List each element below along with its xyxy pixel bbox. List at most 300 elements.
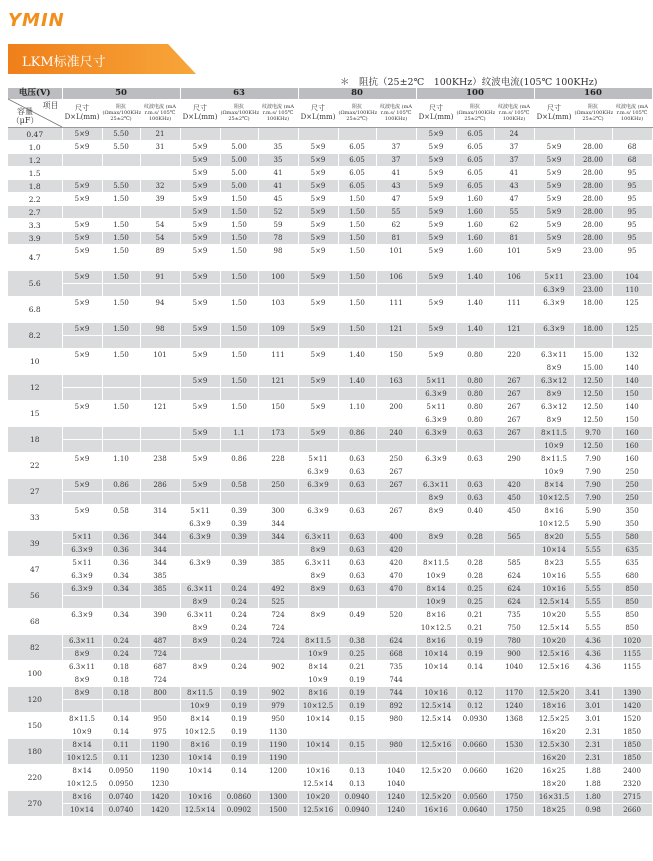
table-cell: 250 [612, 492, 652, 505]
table-cell: 10×9 [62, 726, 102, 739]
table-cell [534, 128, 574, 141]
table-cell: 5×9 [534, 154, 574, 167]
table-cell [62, 375, 102, 388]
table-cell: 5×9 [416, 193, 456, 206]
table-cell: 28.00 [574, 154, 612, 167]
table-cell [102, 284, 140, 297]
capacity-cell: 27 [8, 479, 62, 505]
table-cell: 5.50 [102, 128, 140, 141]
table-cell: 6.3×11 [298, 557, 338, 570]
table-cell: 0.24 [220, 622, 258, 635]
table-cell: 0.14 [456, 661, 494, 674]
table-cell: 6.05 [456, 154, 494, 167]
table-cell: 62 [494, 219, 534, 232]
table-cell: 95 [612, 219, 652, 232]
table-cell: 1020 [612, 635, 652, 648]
table-cell: 0.24 [220, 609, 258, 622]
table-cell [140, 427, 180, 440]
table-cell: 121 [494, 323, 534, 336]
table-cell: 12.5×16 [534, 648, 574, 661]
capacity-cell: 39 [8, 531, 62, 557]
table-cell: 350 [612, 518, 652, 531]
table-cell: 0.12 [456, 687, 494, 700]
table-cell: 8×11.5 [416, 557, 456, 570]
table-cell: 121 [140, 401, 180, 414]
table-cell: 18×16 [534, 700, 574, 713]
table-cell: 0.24 [220, 635, 258, 648]
capacity-cell: 2.7 [8, 206, 62, 219]
table-cell: 0.25 [338, 648, 376, 661]
table-cell: 0.19 [338, 674, 376, 687]
table-cell: 8×14 [62, 765, 102, 778]
table-row [8, 570, 652, 583]
table-row [8, 596, 652, 609]
table-row [8, 349, 652, 362]
table-cell [180, 674, 220, 687]
table-cell: 1040 [494, 661, 534, 674]
table-cell: 6.3×11 [534, 349, 574, 362]
table-cell: 0.19 [220, 713, 258, 726]
table-cell: 28.00 [574, 219, 612, 232]
table-cell: 12.5×14 [534, 622, 574, 635]
table-cell: 8×9 [298, 609, 338, 622]
table-cell [494, 362, 534, 375]
table-cell: 5×9 [62, 271, 102, 284]
table-row [8, 635, 652, 648]
table-cell: 492 [258, 583, 298, 596]
table-cell: 5×9 [298, 401, 338, 414]
table-cell: 8×9 [534, 362, 574, 375]
table-cell [140, 206, 180, 219]
table-cell: 2.31 [574, 752, 612, 765]
table-cell: 150 [612, 388, 652, 401]
table-cell [416, 466, 456, 479]
table-cell: 101 [140, 349, 180, 362]
table-cell: 8×11.5 [298, 635, 338, 648]
table-cell: 1190 [140, 765, 180, 778]
table-cell [102, 362, 140, 375]
table-cell: 1.50 [338, 206, 376, 219]
table-row [8, 609, 652, 622]
table-cell: 1190 [140, 739, 180, 752]
table-cell: 5×9 [180, 349, 220, 362]
table-cell: 0.40 [456, 505, 494, 518]
table-cell: 850 [612, 583, 652, 596]
table-row [8, 765, 652, 778]
table-cell [338, 622, 376, 635]
table-cell: 724 [140, 648, 180, 661]
table-cell: 0.12 [456, 700, 494, 713]
table-cell: 1.40 [338, 375, 376, 388]
table-cell: 55 [376, 206, 416, 219]
table-cell: 0.14 [102, 713, 140, 726]
table-cell: 28.00 [574, 180, 612, 193]
table-cell: 228 [258, 453, 298, 466]
table-cell: 0.63 [338, 479, 376, 492]
table-cell: 23.00 [574, 271, 612, 284]
table-cell [456, 518, 494, 531]
title-banner [8, 44, 196, 74]
table-cell [258, 128, 298, 141]
table-row [8, 583, 652, 596]
table-cell: 5×9 [534, 219, 574, 232]
table-cell: 10×14 [180, 752, 220, 765]
table-cell: 110 [612, 284, 652, 297]
table-cell [494, 466, 534, 479]
table-cell [612, 258, 652, 271]
table-cell: 1.50 [102, 271, 140, 284]
table-cell [102, 167, 140, 180]
table-cell: 975 [140, 726, 180, 739]
table-cell: 0.80 [456, 375, 494, 388]
table-cell [298, 622, 338, 635]
table-cell: 450 [494, 492, 534, 505]
table-cell: 1420 [140, 804, 180, 817]
table-cell: 8×9 [298, 583, 338, 596]
table-cell [456, 362, 494, 375]
table-cell [140, 362, 180, 375]
table-cell: 5×9 [62, 349, 102, 362]
table-cell: 0.0930 [456, 713, 494, 726]
table-cell: 5×9 [416, 297, 456, 310]
table-cell [456, 440, 494, 453]
table-cell: 12.5×14 [416, 700, 456, 713]
table-cell: 0.34 [102, 583, 140, 596]
table-cell: 5.55 [574, 544, 612, 557]
table-cell: 6.3×9 [534, 297, 574, 310]
table-cell [258, 440, 298, 453]
table-cell: 5×9 [180, 323, 220, 336]
table-cell: 111 [258, 349, 298, 362]
table-cell: 6.3×11 [416, 479, 456, 492]
capacity-label: 容量（μF） [11, 107, 39, 125]
table-cell [338, 258, 376, 271]
table-cell: 0.86 [102, 479, 140, 492]
table-cell [102, 258, 140, 271]
table-row [8, 180, 652, 193]
table-cell [220, 336, 258, 349]
table-cell: 5.90 [574, 505, 612, 518]
table-cell: 1040 [376, 778, 416, 791]
table-cell [298, 388, 338, 401]
sub-header-size: 尺寸 D×L(mm) [298, 99, 338, 128]
table-cell [612, 674, 652, 687]
table-cell [612, 310, 652, 323]
table-row [8, 505, 652, 518]
table-cell: 5×9 [62, 128, 102, 141]
table-cell: 1.50 [102, 232, 140, 245]
table-cell: 344 [140, 557, 180, 570]
table-cell: 24 [494, 128, 534, 141]
table-cell: 1130 [258, 726, 298, 739]
table-cell: 5.00 [220, 141, 258, 154]
table-cell: 0.63 [338, 570, 376, 583]
table-cell: 31 [140, 141, 180, 154]
table-cell: 5×9 [298, 271, 338, 284]
table-cell: 10×14 [62, 804, 102, 817]
table-cell [102, 310, 140, 323]
table-cell: 850 [612, 609, 652, 622]
table-cell: 5×9 [298, 427, 338, 440]
table-row [8, 375, 652, 388]
table-row [8, 141, 652, 154]
table-cell [494, 726, 534, 739]
table-cell: 47 [494, 193, 534, 206]
table-cell: 41 [376, 167, 416, 180]
table-cell: 45 [258, 193, 298, 206]
table-cell: 5×9 [298, 349, 338, 362]
table-cell: 10×9 [534, 466, 574, 479]
table-cell: 12.5×14 [298, 778, 338, 791]
table-cell: 160 [612, 427, 652, 440]
table-cell [180, 414, 220, 427]
table-cell: 735 [494, 609, 534, 622]
sub-header-size: 尺寸 D×L(mm) [416, 99, 456, 128]
table-cell: 1.50 [338, 193, 376, 206]
table-cell: 103 [258, 297, 298, 310]
table-cell: 8×16 [62, 791, 102, 804]
table-cell: 98 [258, 245, 298, 258]
table-cell [534, 674, 574, 687]
brand-logo: YMIN [8, 10, 65, 31]
table-cell: 0.0560 [456, 791, 494, 804]
table-cell: 5×11 [62, 557, 102, 570]
table-cell: 0.98 [574, 804, 612, 817]
table-cell: 5×9 [62, 141, 102, 154]
table-cell: 624 [494, 570, 534, 583]
table-cell: 8×11.5 [180, 687, 220, 700]
sub-header-ripple: 纹波电流 (mA r.m.s/ 105℃ 100KHz) [494, 99, 534, 128]
table-cell [102, 206, 140, 219]
table-cell [102, 596, 140, 609]
table-cell: 111 [376, 297, 416, 310]
table-row [8, 336, 652, 349]
table-cell: 0.19 [220, 752, 258, 765]
table-cell [102, 466, 140, 479]
table-cell: 1.40 [456, 271, 494, 284]
table-cell: 735 [376, 661, 416, 674]
capacity-cell: 56 [8, 583, 62, 609]
table-cell: 0.80 [456, 401, 494, 414]
table-cell [298, 596, 338, 609]
table-row [8, 284, 652, 297]
table-cell: 1530 [494, 739, 534, 752]
table-cell: 10×14 [416, 661, 456, 674]
table-cell: 5×9 [180, 154, 220, 167]
table-cell: 0.0950 [102, 778, 140, 791]
table-cell: 12.5×20 [416, 765, 456, 778]
table-cell: 5.55 [574, 622, 612, 635]
table-cell [140, 375, 180, 388]
table-row [8, 700, 652, 713]
table-cell: 5×9 [62, 505, 102, 518]
table-cell: 5×9 [416, 128, 456, 141]
table-cell: 0.63 [338, 583, 376, 596]
table-cell: 0.0940 [338, 791, 376, 804]
table-row [8, 297, 652, 310]
table-cell [220, 284, 258, 297]
table-cell: 0.0740 [102, 791, 140, 804]
table-cell [494, 752, 534, 765]
table-cell: 0.36 [102, 557, 140, 570]
table-cell: 5×9 [298, 180, 338, 193]
table-cell [140, 310, 180, 323]
table-cell [180, 648, 220, 661]
table-row [8, 739, 652, 752]
table-cell: 8×14 [180, 713, 220, 726]
table-cell: 18.00 [574, 297, 612, 310]
table-cell: 1.10 [102, 453, 140, 466]
table-cell: 0.21 [456, 622, 494, 635]
table-cell: 470 [376, 570, 416, 583]
table-cell [298, 336, 338, 349]
table-row [8, 323, 652, 336]
capacity-cell: 3.3 [8, 219, 62, 232]
table-cell [140, 700, 180, 713]
table-cell [376, 388, 416, 401]
table-cell [62, 700, 102, 713]
table-cell: 8×20 [534, 531, 574, 544]
table-cell: 35 [258, 141, 298, 154]
table-cell: 0.19 [456, 648, 494, 661]
measurement-note: ＊ 阻抗（25±2℃ 100KHz）纹波电流(105℃ 100KHz) [340, 77, 598, 88]
table-cell: 6.3×9 [416, 388, 456, 401]
capacity-cell: 120 [8, 687, 62, 713]
table-cell: 8×9 [62, 674, 102, 687]
table-cell: 5×11 [180, 505, 220, 518]
table-cell: 1850 [612, 726, 652, 739]
table-cell: 4.36 [574, 661, 612, 674]
table-cell: 5.55 [574, 557, 612, 570]
table-cell: 5×9 [62, 323, 102, 336]
table-cell: 5×9 [180, 401, 220, 414]
table-cell [140, 596, 180, 609]
table-cell: 5×9 [298, 245, 338, 258]
table-cell: 635 [612, 557, 652, 570]
table-cell: 1.50 [220, 245, 258, 258]
table-cell: 5×9 [180, 167, 220, 180]
table-cell: 91 [140, 271, 180, 284]
table-cell: 0.19 [338, 700, 376, 713]
table-cell: 12.5×14 [180, 804, 220, 817]
table-cell: 5×9 [180, 141, 220, 154]
table-cell: 1.50 [338, 219, 376, 232]
table-row [8, 401, 652, 414]
table-cell [494, 258, 534, 271]
table-cell: 104 [612, 271, 652, 284]
table-cell: 6.05 [456, 167, 494, 180]
table-cell: 1.50 [220, 193, 258, 206]
table-cell [456, 544, 494, 557]
table-cell: 5.55 [574, 531, 612, 544]
page-title: LKM标准尺寸 [22, 55, 106, 70]
table-cell: 4.36 [574, 635, 612, 648]
table-cell: 1.50 [220, 297, 258, 310]
table-cell: 687 [140, 661, 180, 674]
table-cell: 250 [612, 479, 652, 492]
table-cell [62, 596, 102, 609]
table-cell: 121 [376, 323, 416, 336]
table-cell [62, 206, 102, 219]
table-cell [62, 388, 102, 401]
table-cell: 1.50 [102, 297, 140, 310]
table-cell: 0.24 [220, 661, 258, 674]
table-cell: 5×9 [534, 141, 574, 154]
table-cell: 1.50 [220, 271, 258, 284]
table-cell: 6.05 [338, 180, 376, 193]
table-cell: 344 [258, 531, 298, 544]
table-cell: 0.0740 [102, 804, 140, 817]
table-cell [416, 258, 456, 271]
table-cell: 2320 [612, 778, 652, 791]
table-cell: 23.00 [574, 284, 612, 297]
table-cell [258, 362, 298, 375]
table-cell: 2660 [612, 804, 652, 817]
table-row [8, 713, 652, 726]
table-cell: 1.50 [220, 323, 258, 336]
voltage-header: 80 [298, 88, 416, 99]
table-cell: 81 [376, 232, 416, 245]
table-cell: 6.3×11 [180, 583, 220, 596]
table-cell [220, 674, 258, 687]
table-cell: 43 [494, 180, 534, 193]
table-cell [140, 492, 180, 505]
table-cell: 6.3×9 [298, 479, 338, 492]
table-cell: 1368 [494, 713, 534, 726]
table-cell: 1240 [376, 791, 416, 804]
table-row [8, 544, 652, 557]
table-cell [62, 154, 102, 167]
table-cell [62, 414, 102, 427]
capacity-cell: 12 [8, 375, 62, 401]
table-cell [416, 674, 456, 687]
table-cell: 624 [494, 596, 534, 609]
table-cell: 800 [140, 687, 180, 700]
table-cell: 1.50 [220, 219, 258, 232]
table-cell: 6.05 [338, 154, 376, 167]
table-row [8, 778, 652, 791]
table-cell: 16×20 [534, 752, 574, 765]
table-cell: 344 [140, 531, 180, 544]
table-cell: 28.00 [574, 141, 612, 154]
table-cell: 1.50 [220, 206, 258, 219]
table-cell: 10×12.5 [298, 700, 338, 713]
table-cell: 5×9 [180, 271, 220, 284]
capacity-cell: 5.6 [8, 271, 62, 297]
table-cell: 10×9 [416, 570, 456, 583]
table-row [8, 557, 652, 570]
table-cell: 32 [140, 180, 180, 193]
table-row [8, 804, 652, 817]
table-cell: 5×9 [62, 232, 102, 245]
table-cell: 1.50 [102, 219, 140, 232]
table-cell: 0.34 [102, 570, 140, 583]
table-cell: 0.86 [338, 427, 376, 440]
table-cell: 78 [258, 232, 298, 245]
capacity-cell: 18 [8, 427, 62, 453]
table-cell: 12.5×25 [534, 713, 574, 726]
table-cell: 1620 [494, 765, 534, 778]
table-cell [140, 258, 180, 271]
table-cell [416, 778, 456, 791]
table-cell: 54 [140, 232, 180, 245]
table-cell: 5×9 [180, 232, 220, 245]
table-cell: 0.19 [338, 687, 376, 700]
table-cell: 1420 [612, 700, 652, 713]
table-cell [180, 778, 220, 791]
table-cell [62, 622, 102, 635]
table-cell: 0.19 [220, 726, 258, 739]
